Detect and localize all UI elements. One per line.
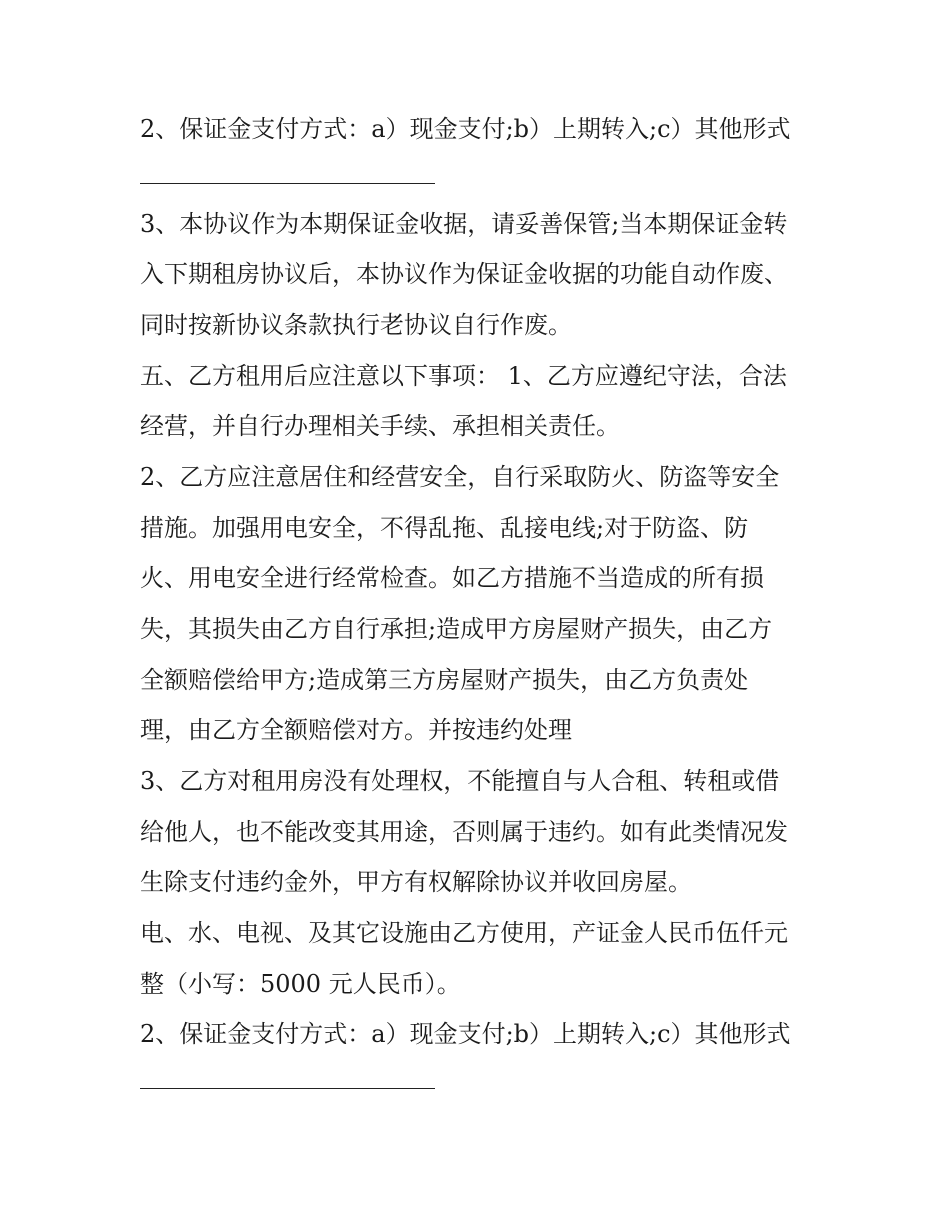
text-line: 失，其损失由乙方自行承担;造成甲方房屋财产损失，由乙方	[140, 615, 773, 643]
text-line: 五、乙方租用后应注意以下事项： 1、乙方应遵纪守法，合法	[140, 362, 787, 390]
text-line: 火、用电安全进行经常检查。如乙方措施不当造成的所有损	[140, 564, 764, 592]
text-line: 措施。加强用电安全，不得乱拖、乱接电线;对于防盗、防	[140, 514, 749, 542]
text-line: 理，由乙方全额赔偿对方。并按违约处理	[140, 716, 572, 744]
text-line: 同时按新协议条款执行老协议自行作废。	[140, 311, 572, 339]
text-line: 3、本协议作为本期保证金收据，请妥善保管;当本期保证金转	[140, 210, 788, 238]
blank-underline	[140, 183, 435, 184]
blank-underline	[140, 1088, 435, 1089]
text-line: 2、保证金支付方式：a）现金支付;b）上期转入;c）其他形式	[140, 1020, 791, 1048]
text-line: 经营，并自行办理相关手续、承担相关责任。	[140, 412, 620, 440]
text-line: 入下期租房协议后，本协议作为保证金收据的功能自动作废、	[140, 260, 788, 288]
text-line: 3、乙方对租用房没有处理权，不能擅自与人合租、转租或借	[140, 767, 780, 795]
text-line: 电、水、电视、及其它设施由乙方使用，产证金人民币伍仟元	[140, 919, 788, 947]
text-line: 生除支付违约金外，甲方有权解除协议并收回房屋。	[140, 868, 692, 896]
text-line: 整（小写：5000 元人民币）。	[140, 970, 461, 998]
text-line: 全额赔偿给甲方;造成第三方房屋财产损失，由乙方负责处	[140, 666, 749, 694]
text-line: 2、保证金支付方式：a）现金支付;b）上期转入;c）其他形式	[140, 115, 791, 143]
text-line: 给他人，也不能改变其用途，否则属于违约。如有此类情况发	[140, 818, 788, 846]
text-line: 2、乙方应注意居住和经营安全，自行采取防火、防盗等安全	[140, 463, 780, 491]
